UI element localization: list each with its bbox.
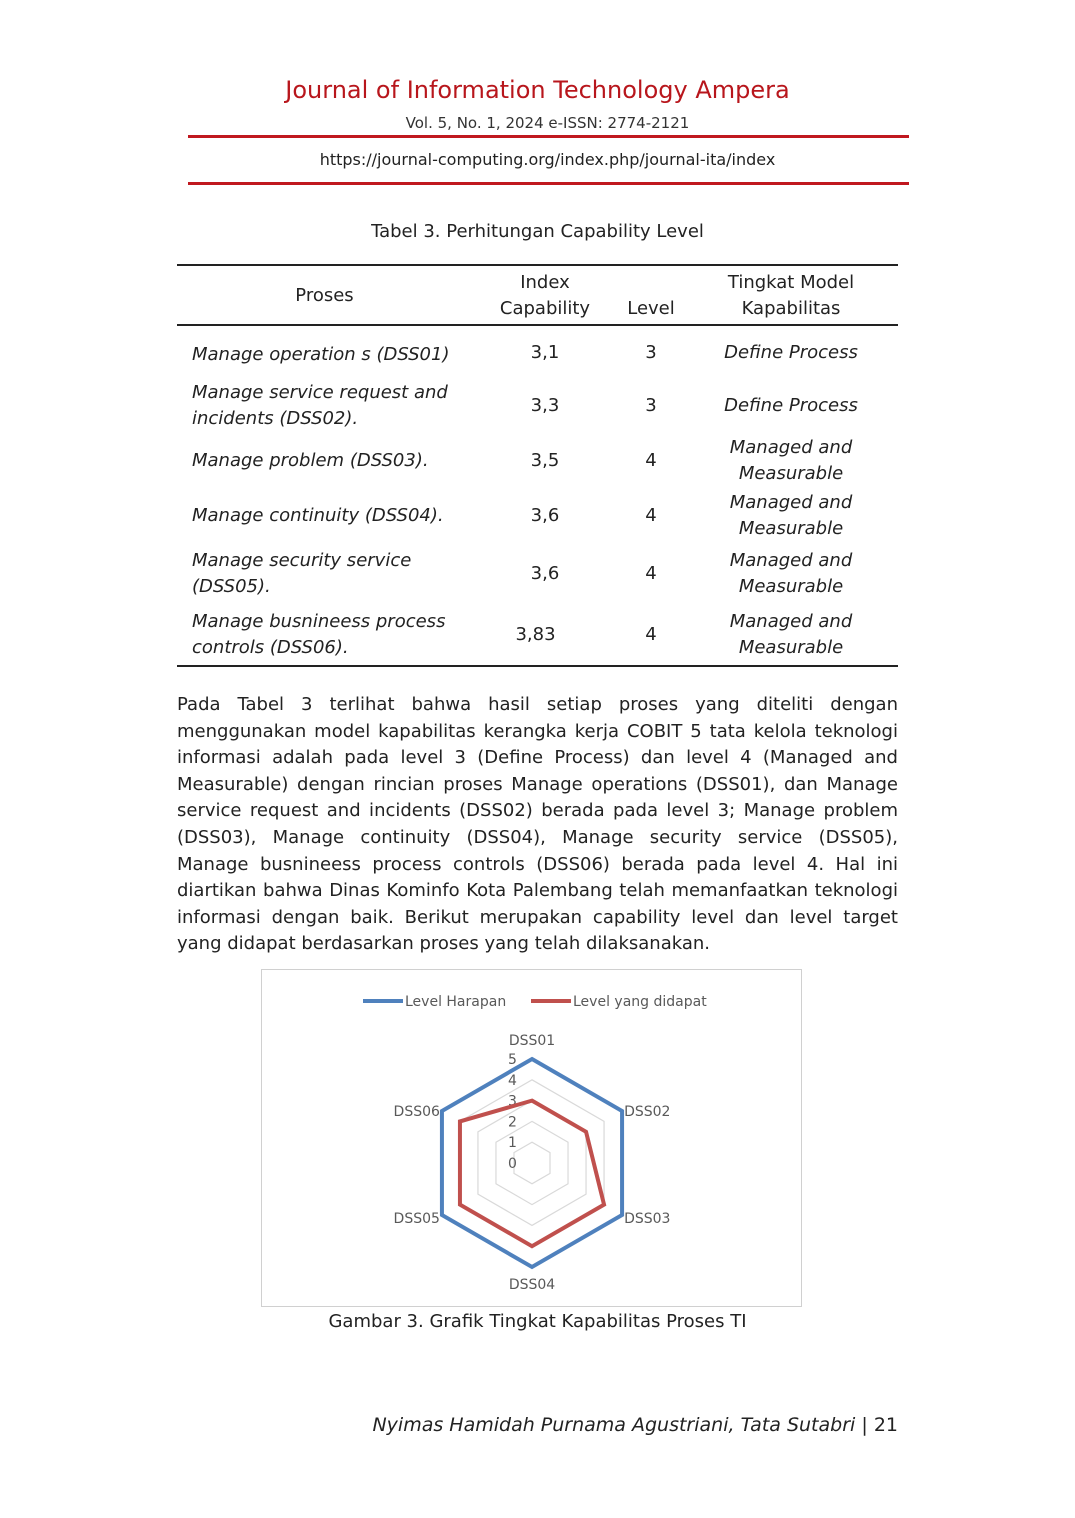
radar-category-label: DSS01: [508, 1033, 556, 1049]
table-caption: Tabel 3. Perhitungan Capability Level: [371, 221, 704, 242]
journal-volume: Vol. 5, No. 1, 2024 e-ISSN: 2774-2121: [405, 114, 690, 132]
cell-index: 3,1: [530, 341, 560, 363]
page-footer: [372, 1414, 898, 1436]
cell-index: 3,3: [530, 395, 560, 416]
table-row: [177, 325, 898, 379]
cell-level: 4: [645, 563, 657, 584]
radar-tick-label: 3: [508, 1093, 517, 1110]
cell-tingkat: Define Process: [724, 395, 858, 416]
cell-proses: Manage operation s (DSS01): [192, 344, 450, 365]
cell-index: 3,5: [530, 449, 560, 471]
radar-category-label: DSS06: [393, 1104, 440, 1120]
table-row: [177, 433, 898, 488]
cell-proses: Manage busnineess process controls (DSS06).: [192, 611, 446, 658]
header-index-capability: Index Capability: [499, 272, 591, 319]
radar-chart: [261, 969, 802, 1307]
radar-tick-label: 4: [508, 1072, 517, 1089]
radar-series-level-yang-didapat: [460, 1101, 604, 1247]
cell-proses: Manage continuity (DSS04).: [192, 504, 444, 526]
cell-index: 3,83: [515, 624, 556, 645]
cell-level: 4: [645, 449, 657, 471]
table-header-row: [177, 265, 898, 325]
radar-category-label: DSS04: [508, 1277, 556, 1293]
radar-category-label: DSS03: [624, 1211, 671, 1227]
radar-grid-ring: [460, 1080, 604, 1246]
header-tingkat-model: Tingkat Model Kapabilitas: [727, 272, 855, 319]
header-level: Level: [627, 298, 675, 319]
radar-chart-svg: [262, 970, 803, 1308]
radar-tick-label: 5: [508, 1052, 517, 1068]
cell-level: 3: [645, 395, 657, 416]
cell-level: 4: [645, 504, 657, 526]
radar-tick-label: 2: [508, 1114, 517, 1131]
cell-tingkat: Managed and Measurable: [729, 436, 853, 484]
cell-proses: Manage security service (DSS05).: [192, 550, 412, 597]
cell-proses: Manage problem (DSS03).: [192, 449, 429, 471]
cell-index: 3,6: [530, 563, 560, 584]
radar-grid-ring: [514, 1142, 550, 1184]
cell-tingkat: Managed and Measurable: [729, 491, 853, 539]
table-row: [177, 543, 898, 605]
cell-tingkat: Managed and Measurable: [729, 550, 853, 597]
radar-grid-ring: [478, 1101, 586, 1226]
cell-level: 4: [645, 624, 657, 645]
header-proses: Proses: [295, 285, 354, 306]
journal-url: https://journal-computing.org/index.php/journal-ita/index: [319, 150, 776, 169]
radar-tick-label: 0: [508, 1156, 517, 1172]
footer-separator: |: [861, 1414, 868, 1436]
radar-category-label: DSS02: [624, 1104, 671, 1120]
table-row: [177, 379, 898, 433]
capability-table: [177, 264, 898, 667]
footer-authors: Nyimas Hamidah Purnama Agustriani, Tata Sutabri: [372, 1414, 856, 1436]
page-number: 21: [873, 1414, 898, 1436]
cell-level: 3: [645, 341, 657, 363]
radar-tick-label: 1: [508, 1135, 517, 1152]
radar-grid-ring: [496, 1121, 568, 1204]
header-rule-bottom: [188, 182, 909, 185]
body-paragraph: Pada Tabel 3 terlihat bahwa hasil setiap proses yang diteliti dengan menggunakan model kapabilitas kerangka kerja COBIT 5 tata kelola teknologi informasi adalah pada level 3 (Define Process) dan level 4 (Managed and Measurable) dengan rincian proses Manage operations (DSS01), dan Manage service request and incidents (DSS02) berada pada level 3; Manage problem (DSS03), Manage continuity (DSS04), Manage security service (DSS05), Manage busnineess process controls (DSS06) berada pada level 4. Hal ini diartikan bahwa Dinas Kominfo Kota Palembang telah memanfaatkan teknologi informasi dengan baik. Berikut merupakan capability level dan level target yang didapat berdasarkan proses yang telah dilaksanakan.: [177, 694, 898, 955]
radar-category-label: DSS05: [393, 1211, 440, 1227]
cell-tingkat: Managed and Measurable: [729, 611, 853, 658]
header-rule-top: [188, 135, 909, 138]
legend-label: Level yang didapat: [573, 994, 707, 1010]
table-row: [177, 488, 898, 543]
cell-proses: Manage service request and incidents (DSS02).: [192, 382, 448, 429]
cell-tingkat: Define Process: [724, 341, 858, 363]
journal-title: Journal of Information Technology Ampera: [285, 76, 790, 104]
cell-index: 3,6: [530, 504, 560, 526]
legend-label: Level Harapan: [405, 994, 507, 1010]
figure-caption: Gambar 3. Grafik Tingkat Kapabilitas Proses TI: [328, 1311, 747, 1332]
table-row: [177, 605, 898, 666]
